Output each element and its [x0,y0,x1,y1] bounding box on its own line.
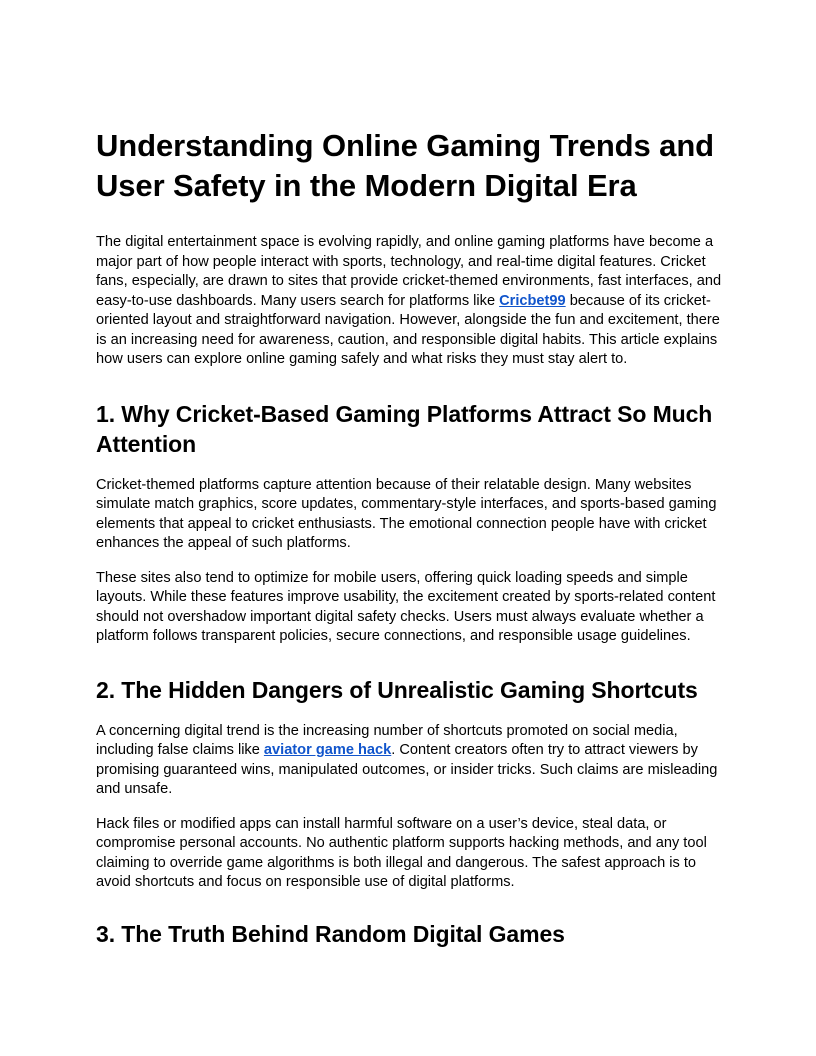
document-page [96,126,722,966]
section-1-heading: 1. Why Cricket-Based Gaming Platforms Attract So Much Attention [96,400,713,457]
document-title: Understanding Online Gaming Trends and User Safety in the Modern Digital Era [96,128,714,203]
section-3-heading: 3. The Truth Behind Random Digital Games [96,920,565,947]
intro-paragraph [96,233,722,370]
cricbet99-link[interactable]: Cricbet99 [499,292,566,309]
section-1-paragraph-1: Cricket-themed platforms capture attention because of their relatable design. Many websites simulate match graphics, score updates, commentary-style interfaces, and sports-based gaming elements that appeal to cricket enthusiasts. The emotional connection people have with cricket enhances the appeal of such platforms. [96,476,717,551]
section-2-paragraph-1 [96,722,722,800]
section-2-paragraph-2: Hack files or modified apps can install harmful software on a user’s device, steal data, or compromise personal accounts. No authentic platform supports hacking methods, and any tool claiming to override game algorithms is both illegal and dangerous. The safest approach is to avoid shortcuts and focus on responsible use of digital platforms. [96,815,707,890]
intro-text-after-link: because of its cricket-oriented layout and straightforward navigation. However, alongside the fun and excitement, there is an increasing need for awareness, caution, and responsible digital habits. This article explains how users can explore online gaming safely and what risks they must stay alert to. [96,292,720,367]
section-2-text-after-link: . Content creators often try to attract viewers by promising guaranteed wins, manipulated outcomes, or insider tricks. Such claims are misleading and unsafe. [96,742,718,797]
section-2-text-before-link: A concerning digital trend is the increasing number of shortcuts promoted on social media, including false claims like [96,722,678,758]
intro-text-before-link: The digital entertainment space is evolving rapidly, and online gaming platforms have become a major part of how people interact with sports, technology, and real-time digital features. Cricket fans, especially, are drawn to sites that provide cricket-themed environments, fast interfaces, and easy-to-use dashboards. Many users search for platforms like [96,234,722,309]
aviator-game-hack-link[interactable]: aviator game hack [263,742,392,758]
section-2-heading: 2. The Hidden Dangers of Unrealistic Gaming Shortcuts [96,676,698,703]
section-1-paragraph-2: These sites also tend to optimize for mobile users, offering quick loading speeds and simple layouts. While these features improve usability, the excitement created by sports-related content should not overshadow important digital safety checks. Users must always evaluate whether a platform follows transparent policies, secure connections, and responsible usage guidelines. [96,569,716,644]
